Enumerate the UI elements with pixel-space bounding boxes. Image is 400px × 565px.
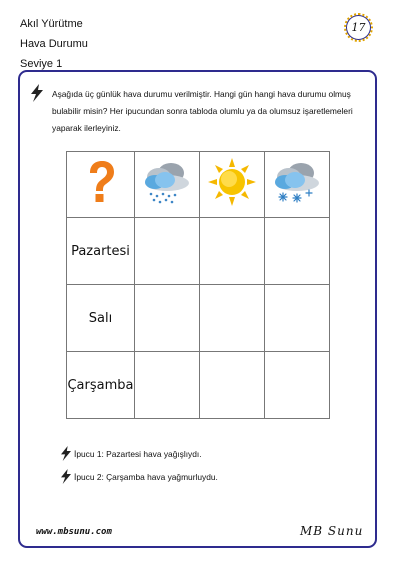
day-label: Çarşamba [67, 378, 134, 393]
answer-cell[interactable] [135, 285, 200, 352]
question-mark-icon [83, 160, 119, 204]
clue-1: İpucu 1: Pazartesi hava yağışlıydı. [74, 449, 202, 459]
instructions-text: Aşağıda üç günlük hava durumu verilmiştir. Hangi gün hangi hava durumu olmuş bulabilir misin? Her ipucundan sonra tabloda olumlu ya da olumsuz işaretlemeleri yaparak ilerleyiniz. [52, 89, 353, 133]
header-title: Hava Durumu [20, 38, 88, 50]
clue-2: İpucu 2: Çarşamba hava yağmurluydu. [74, 472, 218, 482]
lightning-icon [60, 469, 72, 484]
grid-row [67, 285, 330, 352]
header-level: Seviye 1 [20, 58, 63, 70]
answer-cell[interactable] [135, 352, 200, 419]
answer-cell[interactable] [135, 218, 200, 285]
snow-cloud-icon [271, 159, 323, 205]
icon-row [67, 152, 330, 218]
lightning-icon [30, 84, 44, 102]
row-label [67, 218, 135, 285]
answer-cell[interactable] [200, 285, 265, 352]
sun-icon [208, 158, 256, 206]
grid-row [67, 218, 330, 285]
rain-cloud-icon [141, 159, 193, 205]
answer-cell[interactable] [200, 218, 265, 285]
question-cell [67, 152, 135, 218]
day-label: Pazartesi [71, 244, 130, 259]
answer-cell[interactable] [200, 352, 265, 419]
footer-website[interactable]: www.mbsunu.com [36, 527, 112, 537]
row-label [67, 285, 135, 352]
day-label: Salı [88, 311, 113, 326]
rain-cloud-cell [135, 152, 200, 218]
answer-cell[interactable] [265, 352, 330, 419]
row-label [67, 352, 135, 419]
header-topic: Akıl Yürütme [20, 18, 83, 30]
page-number: 17 [351, 21, 366, 34]
answer-cell[interactable] [265, 285, 330, 352]
grid-row [67, 352, 330, 419]
footer-brand: MB Sunu [300, 524, 364, 538]
lightning-icon [60, 446, 72, 461]
answer-cell[interactable] [265, 218, 330, 285]
logic-grid [66, 151, 330, 419]
snow-cloud-cell [265, 152, 330, 218]
page-number-badge [344, 13, 373, 42]
sun-cell [200, 152, 265, 218]
